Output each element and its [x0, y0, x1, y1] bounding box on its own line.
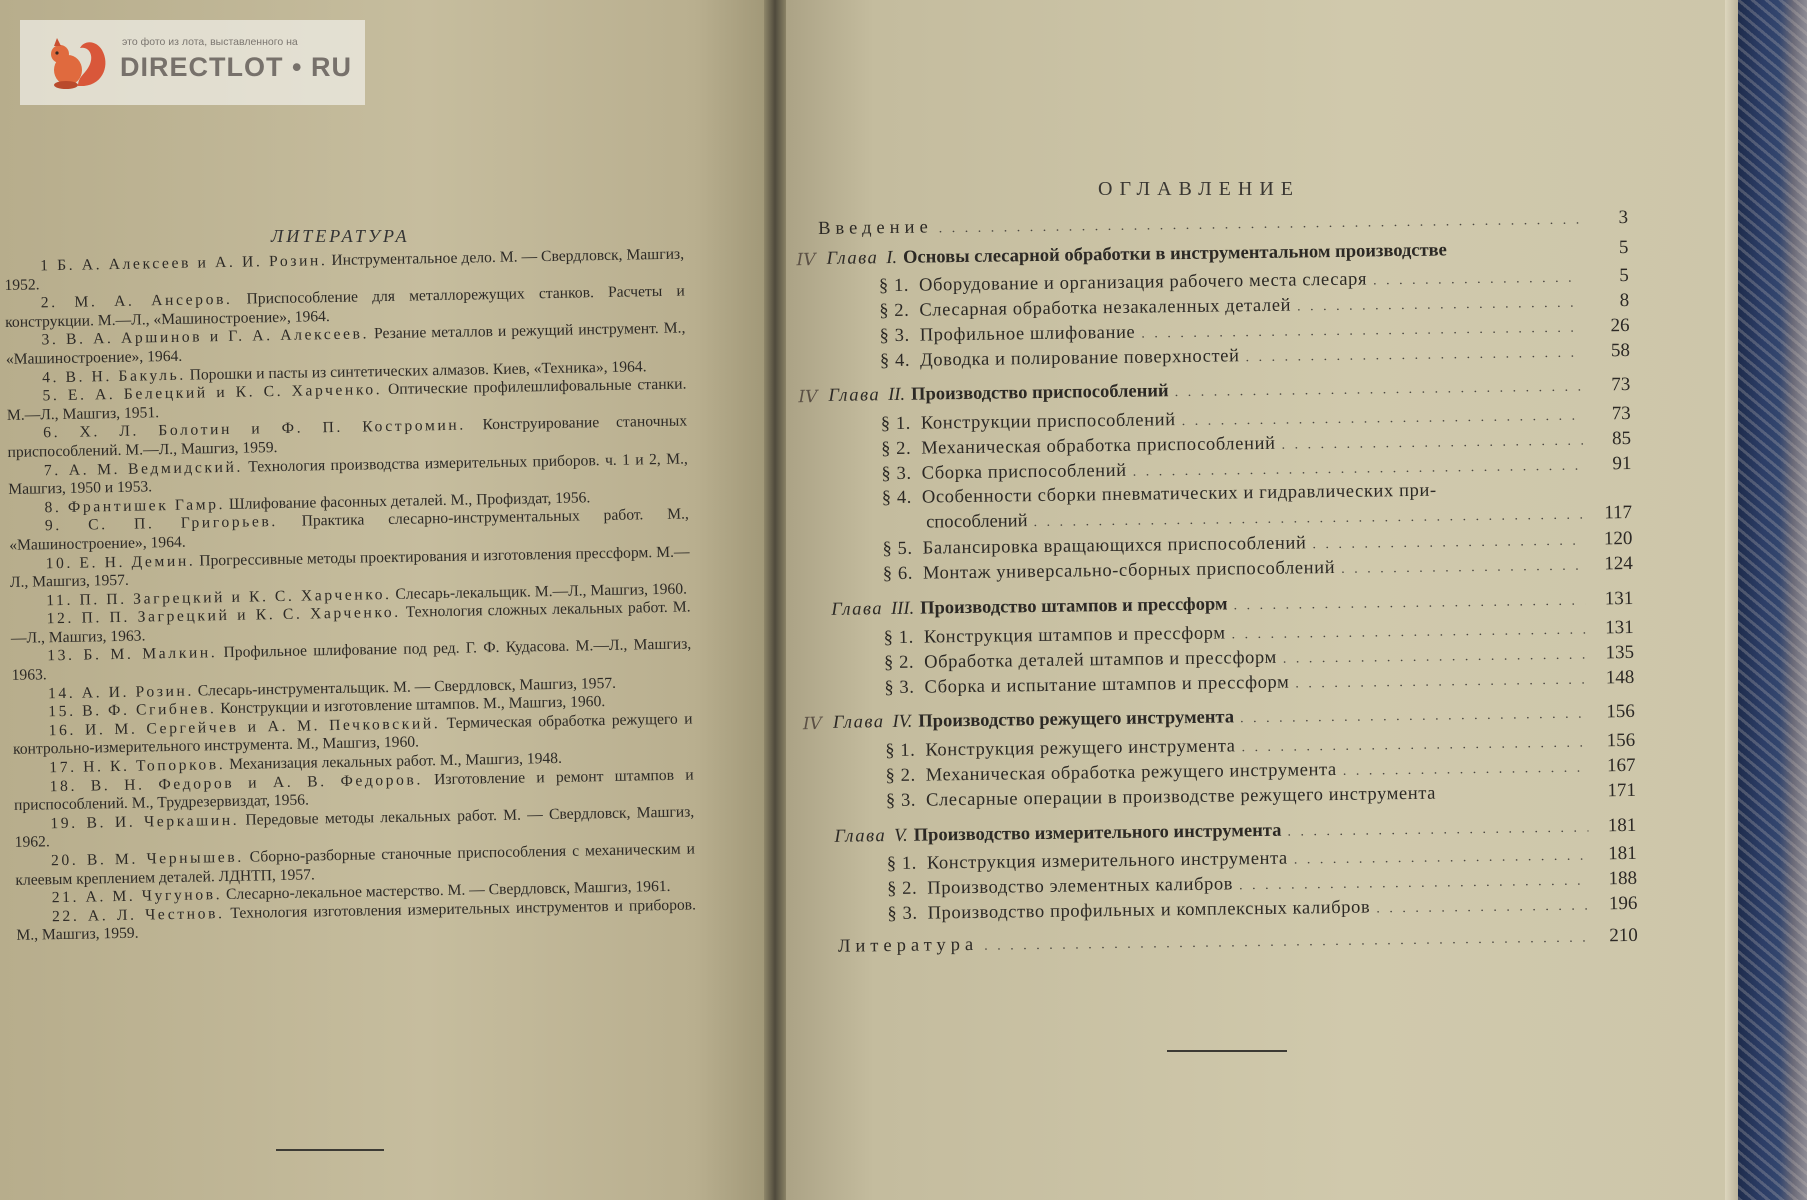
reference-author: 17. Н. К. Топорков. — [49, 756, 226, 777]
section-title: Оборудование и организация рабочего места слесаря — [918, 269, 1368, 296]
reference-author: 3. В. А. Аршинов и Г. А. Алексеев. — [41, 325, 370, 349]
page-number: 120 — [1603, 527, 1633, 550]
page-number: 171 — [1607, 779, 1637, 802]
page-number: 188 — [1608, 867, 1638, 890]
section-number: § 2. — [885, 765, 916, 787]
reference-author: 10. Е. Н. Демин. — [45, 552, 196, 572]
reference-text: Передовые методы лекальных работ. М. — Свердловск, Машгиз, 1962. — [14, 803, 695, 852]
page-number: 124 — [1604, 552, 1633, 575]
dot-leader — [1312, 534, 1584, 554]
reference-text: Прогрессивные методы проектирования и изготовления прессформ. М.—Л., Машгиз, 1957. — [9, 542, 690, 592]
toc-label — [885, 760, 1336, 787]
chapter-title: Производство режущего инструмента — [918, 707, 1235, 732]
toc-label — [885, 736, 1236, 762]
section-title: Конструкции приспособлений — [920, 410, 1176, 434]
page-number — [1590, 493, 1632, 494]
book-cover-edge — [1738, 0, 1807, 1200]
end-rule — [1167, 1050, 1287, 1052]
section-title: Механическая обработка приспособлений — [921, 433, 1276, 459]
page-number: 58 — [1610, 339, 1631, 362]
book-gutter — [764, 0, 786, 1200]
dot-leader — [1281, 434, 1583, 454]
reference-author: 19. В. И. Черкашин. — [50, 811, 240, 833]
toc-label — [887, 898, 1370, 926]
dot-leader — [1175, 380, 1583, 402]
dot-leader — [1182, 409, 1583, 430]
dot-leader — [1373, 271, 1581, 290]
reference-author: 16. И. М. Сергейчев и А. М. Печковский. — [48, 714, 441, 740]
toc-label — [884, 673, 1289, 700]
pencil-mark: IV — [802, 713, 823, 735]
section-number: § 3. — [884, 677, 915, 699]
chapter-number: III. — [890, 598, 915, 620]
watermark-caption: это фото из лота, выставленного на — [122, 36, 298, 48]
page-number: 135 — [1605, 641, 1635, 664]
chapter-word: Глава — [828, 385, 881, 406]
section-title: Слесарные операции в производстве режущего инструмента — [925, 783, 1437, 811]
reference-author: 12. П. П. Загрецкий и К. С. Харченко. — [46, 604, 401, 628]
reference-author: 2. М. А. Ансеров. — [40, 291, 233, 312]
dot-leader — [1245, 346, 1582, 367]
page-number: 91 — [1612, 452, 1632, 475]
section-title: Производство элементных калибров — [927, 874, 1234, 899]
toc-label — [879, 270, 1367, 298]
toc-label: Введение — [818, 217, 933, 239]
reference-text: Изготовление и ремонт штампов и приспособлений. М., Трудрезервиздат, 1956. — [13, 766, 694, 815]
section-number: § 3. — [881, 463, 912, 485]
dot-leader — [1295, 673, 1586, 693]
dot-leader — [1376, 899, 1589, 918]
reference-author: 22. А. Л. Честнов. — [51, 904, 225, 926]
section-number: § 1. — [885, 740, 916, 762]
toc-label: способлений — [926, 511, 1028, 533]
page-number: 210 — [1609, 924, 1638, 947]
section-number: § 2. — [887, 878, 918, 900]
chapter-word: Глава — [826, 248, 879, 269]
section-number: § 3. — [885, 790, 917, 812]
chapter-number: V. — [894, 825, 908, 847]
reference-text: Профильное шлифование под ред. Г. Ф. Кудасова. М.—Л., Машгиз, 1963. — [11, 635, 692, 684]
watermark-brand: DIRECTLOT • RU — [120, 52, 352, 82]
page-number: 5 — [1619, 264, 1630, 287]
literature-list — [4, 246, 696, 946]
section-number: § 3. — [887, 903, 918, 925]
section-number: § 5. — [882, 538, 913, 560]
reference-author: 9. С. П. Григорьев. — [44, 513, 279, 535]
section-title: Монтаж универсально-сборных приспособлений — [922, 557, 1336, 584]
section-title: Балансировка вращающихся приспособлений — [922, 533, 1307, 559]
dot-leader — [1283, 648, 1586, 668]
page-number: 131 — [1604, 587, 1634, 610]
watermark — [20, 20, 365, 105]
section-number: § 1. — [883, 627, 915, 649]
dot-leader — [1297, 296, 1581, 316]
reference-text: Технология изготовления измерительных инструментов и приборов. М., Машгиз, 1959. — [16, 896, 697, 945]
chapter-number: IV. — [892, 711, 913, 733]
reference-author: 1 Б. А. Алексеев и А. И. Розин. — [39, 252, 328, 275]
section-title: Доводка и полирование поверхностей — [919, 346, 1240, 371]
section-title: Конструкция режущего инструмента — [925, 736, 1236, 761]
dot-leader — [1343, 761, 1588, 780]
reference-author: 5. Е. А. Белецкий и К. С. Харченко. — [42, 381, 383, 405]
reference-author: 11. П. П. Загрецкий и К. С. Харченко. — [46, 585, 392, 609]
reference-text: Слесарно-лекальное мастерство. М. — Свердловск, Машгиз, 1961. — [222, 878, 671, 904]
chapter-number: II. — [888, 384, 906, 406]
page-number: 156 — [1606, 700, 1635, 723]
section-title: Обработка деталей штампов и прессформ — [924, 647, 1277, 673]
page-number: 181 — [1608, 842, 1637, 865]
section-number: § 4. — [879, 350, 911, 372]
chapter-title: Производство штампов и прессформ — [920, 594, 1228, 619]
dot-leader — [1133, 459, 1584, 481]
section-number: § 2. — [883, 652, 915, 674]
reference-text: Конструкции и изготовление штампов. М., Машгиз, 1960. — [216, 693, 606, 718]
dot-leader — [1341, 559, 1585, 578]
reference-text: Слесарь-лекальщик. М.—Л., Машгиз, 1960. — [391, 580, 688, 603]
toc-label — [880, 346, 1240, 372]
dot-leader — [1241, 736, 1587, 757]
reference-text: Слесарь-инструментальщик. М. — Свердловск, Машгиз, 1957. — [193, 674, 617, 700]
pencil-mark: IV — [796, 250, 816, 271]
reference-author: 8. Франтишек Гамр. — [44, 495, 226, 517]
reference-author: 7. А. М. Ведмидский. — [43, 458, 244, 479]
reference-text: Практика слесарно-инструментальных работ. М., «Машиностроение», 1964. — [9, 505, 689, 554]
page-number: 5 — [1618, 236, 1629, 259]
end-rule — [276, 1149, 384, 1151]
reference-text: Конструирование станочных приспособлений. М.—Л., Машгиз, 1959. — [7, 412, 688, 461]
toc-label — [882, 533, 1306, 560]
section-number: § 2. — [879, 300, 910, 322]
page-number: 196 — [1608, 892, 1638, 915]
toc-label — [828, 381, 1169, 407]
page-number: 148 — [1605, 666, 1635, 689]
section-number: § 3. — [879, 325, 910, 347]
section-title: Механическая обработка режущего инструмента — [925, 759, 1337, 786]
reference-text: Резание металлов и режущий инструмент. М., «Машиностроение», 1964. — [5, 319, 686, 368]
page-number: 167 — [1606, 754, 1636, 777]
dot-leader — [1232, 623, 1586, 644]
reference-author: 13. Б. М. Малкин. — [47, 644, 218, 665]
page-number: 73 — [1611, 402, 1631, 425]
section-title: Сборка приспособлений — [921, 460, 1127, 484]
chapter-title: Производство измерительного инструмента — [913, 820, 1282, 846]
reference-text: Термическая обработка режущего и контрольно-измерительного инструмента. М., Машгиз, 1960. — [12, 710, 693, 759]
dot-leader — [1033, 508, 1584, 531]
page-number: 73 — [1611, 373, 1631, 396]
dot-leader — [1141, 321, 1581, 343]
section-number: § 4. — [881, 487, 913, 509]
page-number: 26 — [1610, 314, 1630, 337]
toc-label — [833, 707, 1234, 733]
chapter-title: Производство приспособлений — [910, 381, 1169, 405]
dot-leader — [1287, 821, 1588, 841]
page-number: 181 — [1607, 814, 1637, 837]
page-number: 156 — [1606, 729, 1636, 752]
toc-label — [881, 461, 1126, 485]
reference-author: 14. А. И. Розин. — [47, 682, 195, 702]
section-title: Особенности сборки пневматических и гидравлических при- — [921, 480, 1437, 508]
reference-author: 18. В. Н. Федоров и А. В. Федоров. — [49, 771, 424, 795]
section-number: § 2. — [881, 438, 912, 460]
pencil-mark: IV — [798, 387, 818, 408]
reference-author: 4. В. Н. Бакуль. — [42, 366, 186, 386]
toc-label: Литература — [837, 934, 979, 957]
toc-label — [831, 594, 1227, 620]
reference-author: 21. А. М. Чугунов. — [51, 886, 223, 907]
toc-label — [883, 558, 1336, 585]
section-number: § 1. — [878, 275, 910, 297]
dot-leader — [1239, 874, 1589, 895]
toc-label — [834, 821, 1281, 848]
toc-label — [881, 410, 1176, 435]
page-number: 85 — [1611, 427, 1632, 450]
toc-label — [879, 323, 1135, 347]
reference-author: 20. В. М. Чернышев. — [50, 848, 244, 870]
chapter-word: Глава — [832, 712, 885, 733]
squirrel-icon — [44, 34, 114, 92]
reference-author: 6. Х. Л. Болотин и Ф. П. Костромин. — [43, 416, 466, 442]
reference-text: Шлифование фасонных деталей. М., Профиздат, 1956. — [224, 489, 591, 513]
section-title: Слесарная обработка незакаленных деталей — [919, 295, 1292, 321]
toc-label — [884, 648, 1277, 674]
page-number: 117 — [1604, 501, 1633, 524]
reference-text: Инструментальное дело. М. — Свердловск, Машгиз, 1952. — [4, 245, 685, 294]
chapter-number: I. — [886, 247, 898, 269]
toc-label — [879, 296, 1291, 323]
section-title: Конструкция штампов и прессформ — [923, 623, 1226, 648]
section-number: § 1. — [886, 853, 918, 875]
toc-label — [887, 874, 1233, 900]
page-number: 3 — [1618, 206, 1629, 229]
section-title: Производство профильных и комплексных калибров — [927, 897, 1371, 924]
dot-leader — [1233, 594, 1585, 615]
toc-label — [887, 849, 1288, 875]
section-title: Конструкция измерительного инструмента — [926, 848, 1288, 874]
reference-text: Оптические профилешлифовальные станки. М.—Л., Машгиз, 1951. — [6, 375, 687, 424]
page-number: 8 — [1619, 289, 1630, 312]
reference-text: Порошки и пасты из синтетических алмазов. Киев, «Техника», 1964. — [185, 357, 647, 384]
section-number: § 6. — [882, 563, 914, 585]
toc-label — [881, 434, 1276, 460]
page-number: 131 — [1605, 616, 1634, 639]
page-edge — [1725, 0, 1739, 1200]
reference-text: Механизация лекальных работ. М., Машгиз, 1948. — [225, 749, 563, 774]
dot-leader — [1240, 707, 1587, 728]
section-title: Сборка и испытание штампов и прессформ — [924, 672, 1290, 698]
toc-label — [884, 623, 1226, 649]
reference-text: Технология сложных лекальных работ. М.—Л., Машгиз, 1963. — [10, 598, 691, 647]
reference-text: Сборно-разборные станочные приспособления с механическим и клеевым креплением деталей. ЛДНТП, 1957. — [15, 840, 696, 889]
dot-leader — [1294, 849, 1589, 869]
reference-text: Приспособление для металлорежущих станков. Расчеты и конструкции. М.—Л., «Машиностроение», 1964. — [5, 282, 685, 331]
contents-title: ОГЛАВЛЕНИЕ — [1098, 178, 1300, 200]
reference-author: 15. В. Ф. Сгибнев. — [48, 700, 217, 721]
section-title: Профильное шлифование — [919, 322, 1136, 346]
chapter-word: Глава — [831, 599, 884, 620]
section-number: § 1. — [880, 413, 912, 435]
literature-heading: ЛИТЕРАТУРА — [271, 226, 410, 246]
chapter-title: Основы слесарной обработки в инструментальном производстве — [902, 240, 1447, 268]
chapter-word: Глава — [834, 826, 887, 847]
reference-text: Технология производства измерительных приборов. ч. 1 и 2, М., Машгиз, 1950 и 1953. — [8, 450, 688, 499]
